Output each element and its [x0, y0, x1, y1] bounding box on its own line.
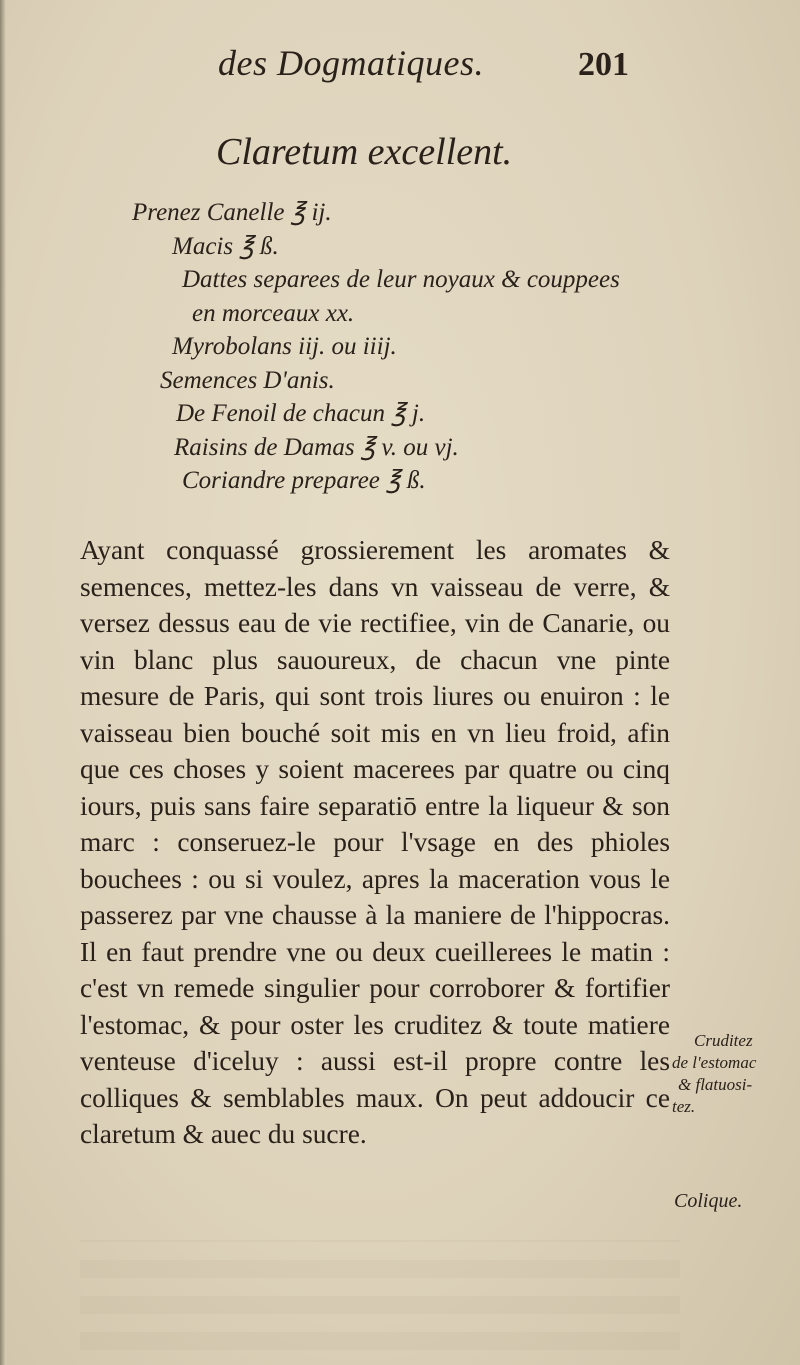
page-header [0, 36, 800, 96]
recipe-line: De Fenoil de chacun ℥ j. [176, 400, 426, 427]
bleed-through-texture [80, 1240, 680, 1350]
body-text [80, 532, 670, 1153]
recipe-line: en morceaux xx. [192, 299, 355, 327]
recipe-line: Myrobolans iij. ou iiij. [172, 333, 397, 360]
recipe-line: Dattes separees de leur noyaux & couppees [182, 266, 620, 293]
margin-notes [672, 1030, 797, 1212]
margin-note-line: de l'estomac [672, 1053, 757, 1072]
margin-note-line: Cruditez [694, 1031, 753, 1050]
section-title: Claretum excellent. [216, 131, 513, 173]
recipe-line: Coriandre preparee ℥ ß. [182, 467, 426, 494]
margin-note-line: tez. [672, 1097, 696, 1116]
recipe-list [0, 196, 800, 498]
margin-note-colique: Colique. [674, 1190, 743, 1212]
recipe-line: Prenez Canelle ℥ ij. [132, 199, 332, 226]
recipe-line: Raisins de Damas ℥ v. ou vj. [174, 433, 459, 461]
recipe-line: Macis ℥ ß. [172, 232, 279, 260]
running-title: des Dogmatiques. [218, 43, 484, 83]
margin-note-line: & flatuosi- [678, 1075, 753, 1094]
recipe-line: Semences D'anis. [160, 366, 335, 394]
page-number: 201 [578, 46, 629, 83]
body-paragraph: Ayant conquassé grossierement les aromates & semences, mettez-les dans vn vaisseau de verre, & versez dessus eau de vie rectifiee, vin de Canarie, ou vin blanc plus sauoureux, de chacun vne pinte mesure de Paris, qui sont trois liures ou enuiron : le vaisseau bien bouché soit mis en vn lieu froid, afin que ces choses y soient macerees par quatre ou cinq iours, puis sans faire separatiō entre la liqueur & son marc : conseruez-le pour l'vsage en des phioles bouchees : ou si voulez, apres la maceration vous le passerez par vne chausse à la maniere de l'hippocras. Il en faut prendre vne ou deux cueillerees le matin : c'est vn remede singulier pour corroborer & fortifier l'estomac, & pour oster les cruditez & toute matiere venteuse d'iceluy : aussi est-il propre contre les colliques & semblables maux. On peut addoucir ce claretum & auec du sucre. [80, 535, 670, 1149]
